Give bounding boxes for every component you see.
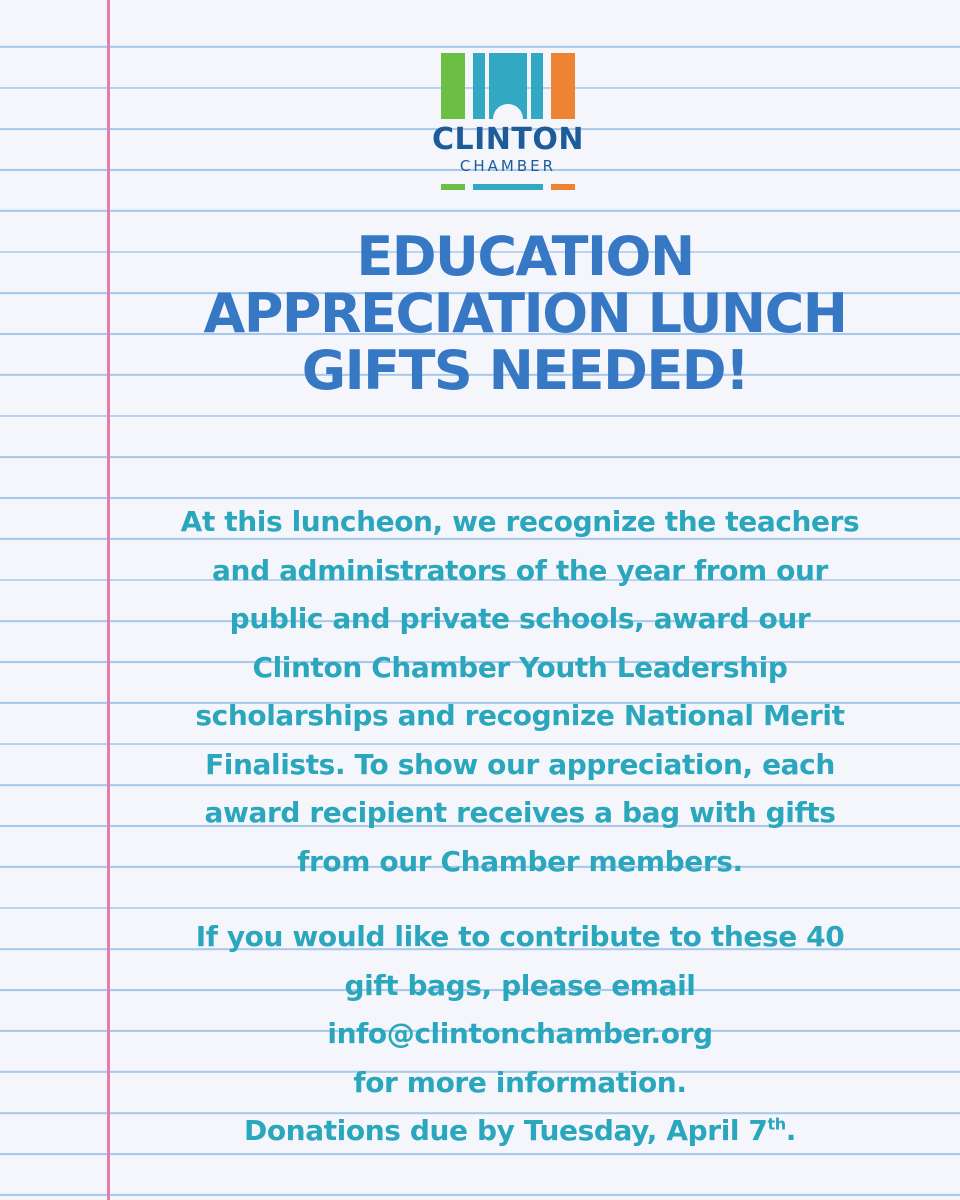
description-line: award recipient receives a bag with gifts bbox=[204, 796, 836, 829]
logo-name-clinton: CLINTON bbox=[432, 122, 584, 157]
notebook-margin-line bbox=[107, 0, 110, 1200]
deadline-ordinal: th bbox=[767, 1114, 786, 1134]
headline bbox=[110, 225, 940, 402]
cta-line-2: gift bags, please email bbox=[344, 968, 696, 1002]
logo-mark-icon bbox=[441, 53, 575, 119]
call-to-action bbox=[112, 913, 928, 1156]
description-line: scholarships and recognize National Merit bbox=[195, 699, 845, 732]
cta-line-1: If you would like to contribute to these 40 bbox=[195, 920, 845, 953]
headline-line-2: APPRECIATION LUNCH bbox=[203, 282, 847, 345]
contact-email: info@clintonchamber.org bbox=[327, 1017, 713, 1050]
cta-line-4: for more information. bbox=[353, 1065, 687, 1099]
description-line: and administrators of the year from our bbox=[212, 553, 828, 587]
description-paragraph bbox=[112, 498, 928, 886]
deadline-text: Donations due by Tuesday, April 7 bbox=[243, 1114, 768, 1147]
headline-line-3: GIFTS NEEDED! bbox=[301, 339, 749, 402]
description-line: At this luncheon, we recognize the teachers bbox=[180, 505, 860, 538]
clinton-chamber-logo bbox=[432, 53, 584, 195]
donation-deadline bbox=[112, 1107, 928, 1156]
deadline-period: . bbox=[785, 1114, 797, 1147]
description-line: Finalists. To show our appreciation, each bbox=[205, 747, 835, 781]
logo-name-chamber: CHAMBER bbox=[459, 157, 557, 175]
description-line: from our Chamber members. bbox=[297, 844, 743, 878]
logo-color-bars bbox=[441, 184, 575, 190]
headline-line-1: EDUCATION bbox=[356, 225, 694, 288]
description-line: Clinton Chamber Youth Leadership bbox=[252, 650, 788, 684]
description-line: public and private schools, award our bbox=[229, 602, 811, 635]
